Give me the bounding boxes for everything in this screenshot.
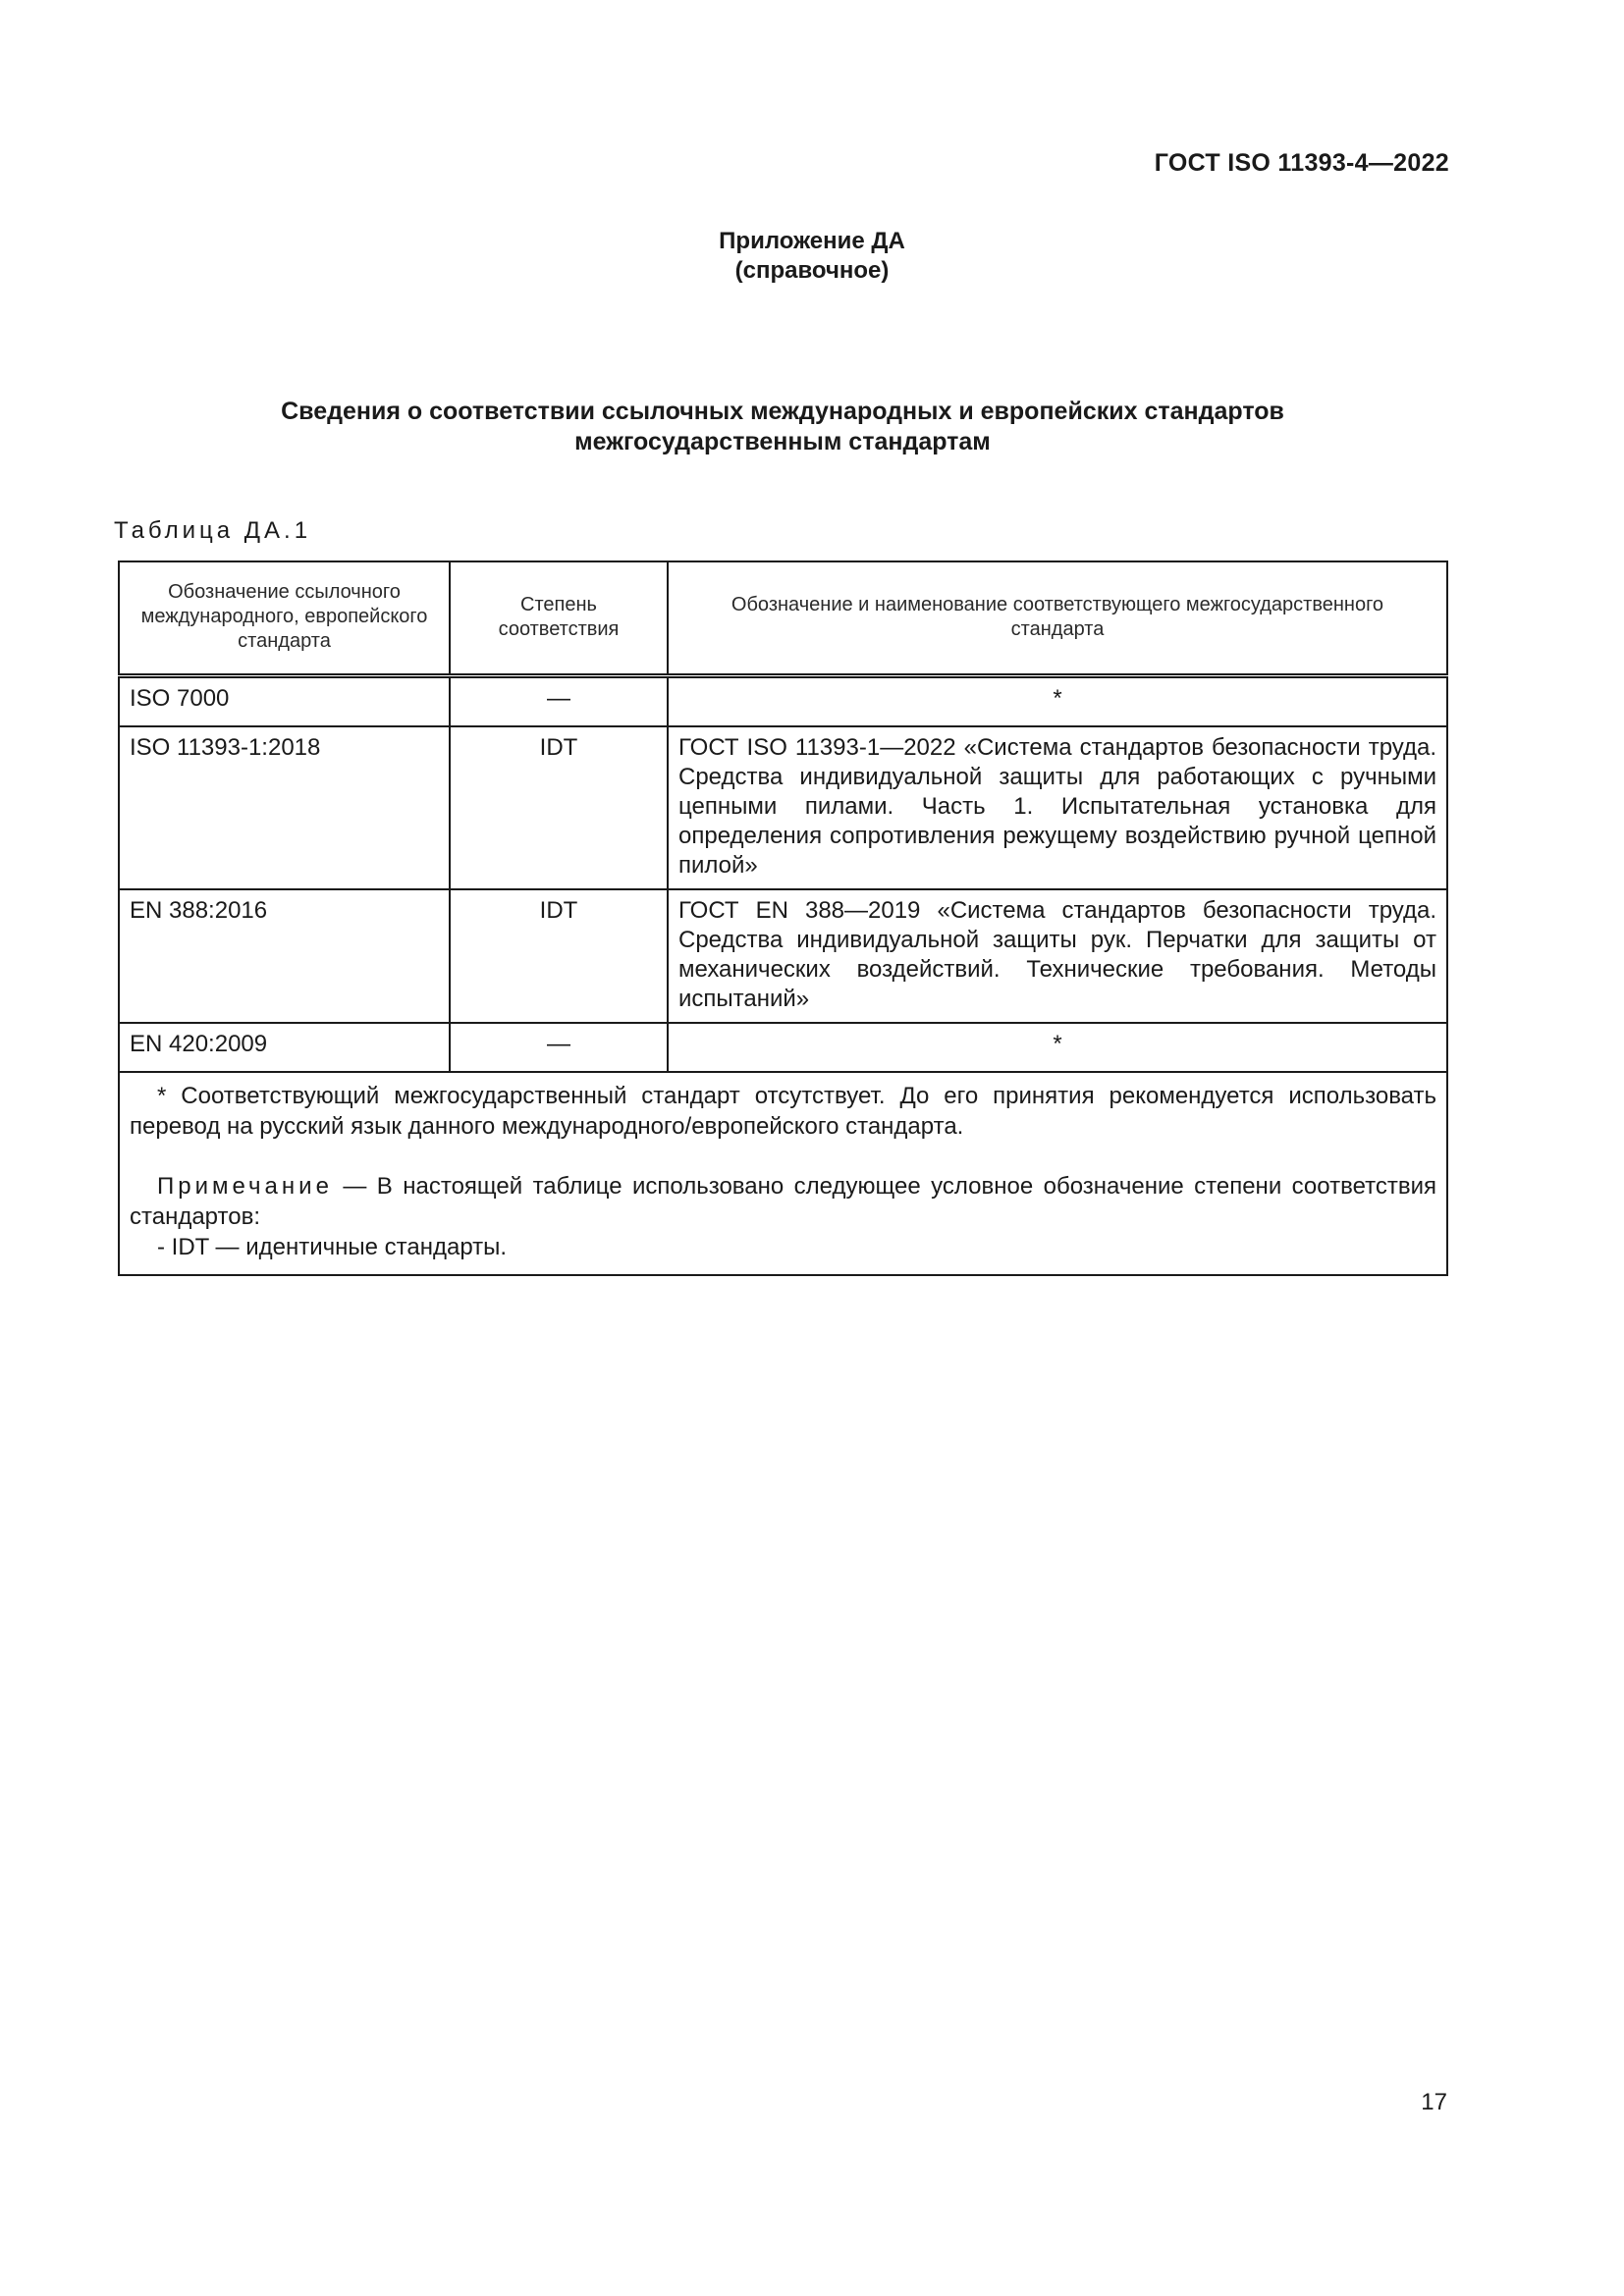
table-label: Таблица ДА.1 <box>114 517 312 544</box>
section-title-line-2: межгосударственным стандартам <box>574 428 991 455</box>
table-row <box>119 726 1447 889</box>
column-header-standard: Обозначение ссылочного международного, европейского стандарта <box>119 561 450 676</box>
note-item: - IDT — идентичные стандарты. <box>157 1234 508 1260</box>
cell-standard: ISO 7000 <box>119 676 450 727</box>
appendix-title: Приложение ДА <box>719 228 905 254</box>
table-row <box>119 889 1447 1023</box>
cell-degree: IDT <box>450 889 668 1023</box>
table-notes-row <box>119 1072 1447 1275</box>
cell-standard: ISO 11393-1:2018 <box>119 726 450 889</box>
table-row <box>119 1023 1447 1072</box>
column-header-national-standard: Обозначение и наименование соответствующего межгосударственного стандарта <box>668 561 1447 676</box>
section-title <box>0 397 1565 457</box>
section-title-line-1: Сведения о соответствии ссылочных международных и европейских стандартов <box>281 398 1284 425</box>
note-text: — В настоящей таблице использовано следующее условное обозначение степени соответствия стандартов: <box>130 1173 1436 1230</box>
appendix-subtitle: (справочное) <box>734 257 890 284</box>
page-number: 17 <box>1421 2089 1447 2115</box>
correspondence-table <box>118 561 1448 1276</box>
note <box>130 1171 1436 1232</box>
table-header-row <box>119 561 1447 676</box>
column-header-degree: Степень соответствия <box>450 561 668 676</box>
cell-degree: — <box>450 676 668 727</box>
document-code: ГОСТ ISO 11393-4—2022 <box>1154 149 1449 177</box>
appendix-heading <box>0 227 1624 286</box>
table-row <box>119 676 1447 727</box>
note-label: Примечание <box>157 1173 333 1200</box>
cell-degree: IDT <box>450 726 668 889</box>
cell-national-standard: * <box>668 1023 1447 1072</box>
cell-national-standard: * <box>668 676 1447 727</box>
cell-national-standard: ГОСТ ISO 11393-1—2022 «Система стандартов безопасности труда. Средства индивидуальной защиты для работающих с ручными цепными пилами. Часть 1. Испытательная установка для определения сопротивления режущему воздействию ручной цепной пилой» <box>668 726 1447 889</box>
cell-national-standard: ГОСТ EN 388—2019 «Система стандартов безопасности труда. Средства индивидуальной защиты рук. Перчатки для защиты от механических воздействий. Технические требования. Методы испытаний» <box>668 889 1447 1023</box>
cell-standard: EN 420:2009 <box>119 1023 450 1072</box>
cell-standard: EN 388:2016 <box>119 889 450 1023</box>
cell-degree: — <box>450 1023 668 1072</box>
table-notes <box>119 1072 1447 1275</box>
footnote: * Соответствующий межгосударственный стандарт отсутствует. До его принятия рекомендуется использовать перевод на русский язык данного международного/европейского стандарта. <box>130 1083 1436 1140</box>
